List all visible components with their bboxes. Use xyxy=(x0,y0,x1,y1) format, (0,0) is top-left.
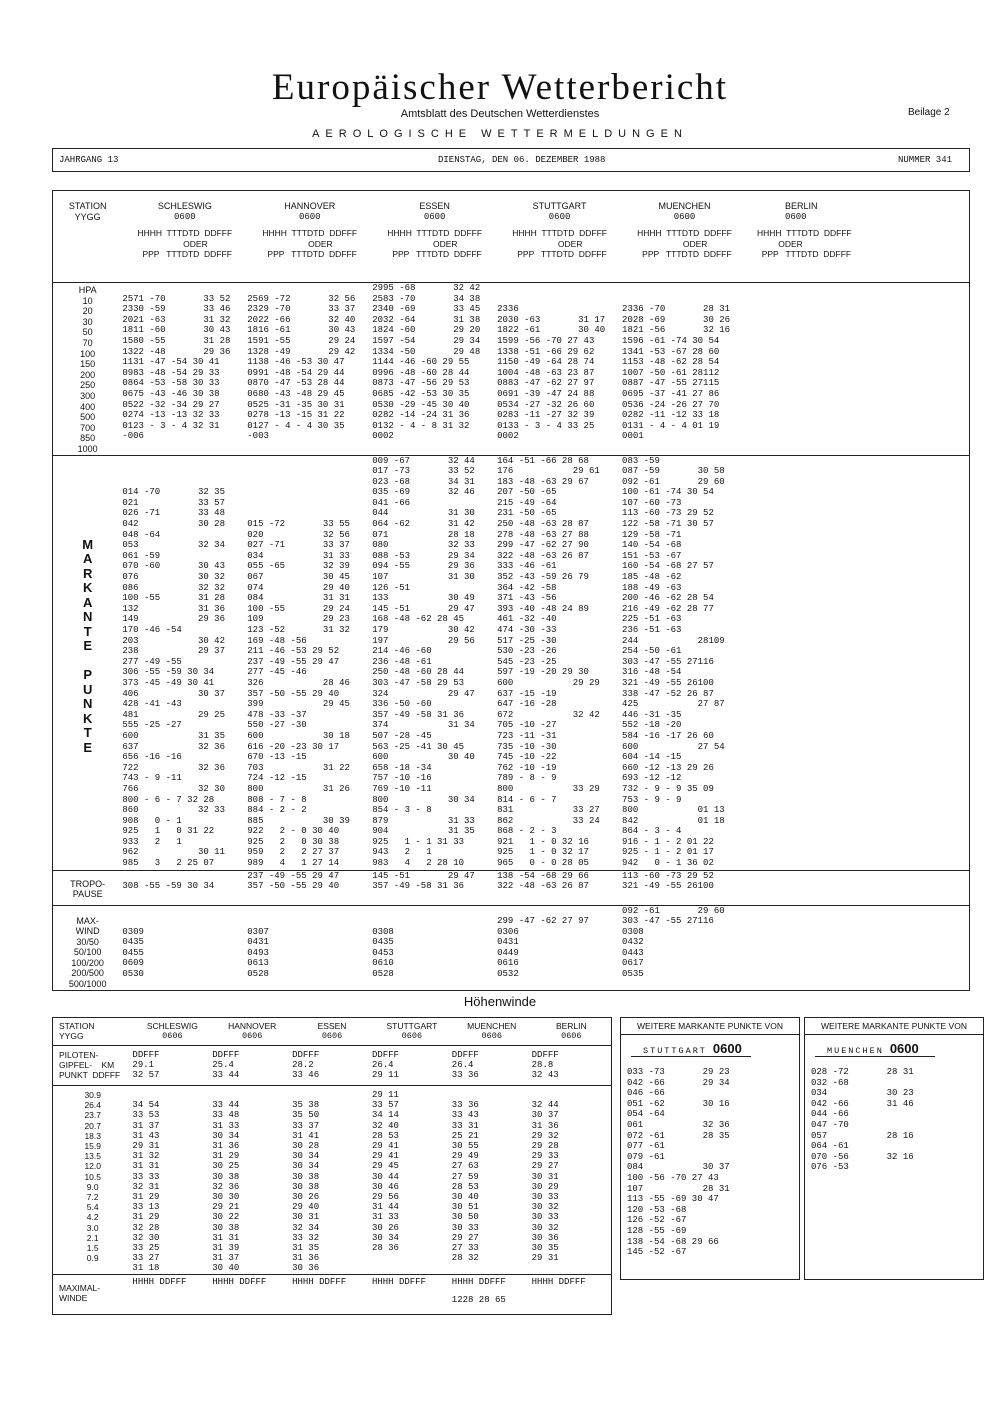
height-wind-data: 35 38 35 50 33 37 31 41 30 28 30 34 30 34 30 38 30 38 30 26 29 40 30 31 32 34 33 32 31 35 31 36 30 36 xyxy=(292,1086,372,1275)
further-points-data: 028 -72 28 31 032 -68 034 30 23 042 -66 31 46 044 -66 047 -70 057 28 16 064 -61 070 -56 32 16 076 -53 xyxy=(811,1067,914,1173)
significant-level-data: 083 -59 087 -59 30 58 092 -61 29 60 100 -61 -74 30 54 107 -60 -73 113 -60 -73 29 52 122 -58 -71 30 57 129 -58 -71 140 -54 -68 151 -53 -67 160 -54 -68 27 57 185 -48 -62 188 -49 -63 200 -46 -62 28 54 216 -49 -62 28 77 225 -51 -63 236 -51 -63 244 28109 254 -50 -61 303 -47 -55 27116 316 -48 -54 321 -49 -55 26100 338 -47 -52 26 87 425 27 87 446 -31 -35 552 -18 -20 584 -16 -17 26 60 600 27 54 604 -14 -15 660 -12 -13 29 26 693 -12 -12 732 - 9 - 9 35 09 753 - 9 - 9 800 01 13 842 01 18 864 - 3 - 4 916 - 1 - 2 01 22 925 - 1 - 2 01 17 942 0 - 1 36 02 xyxy=(622,455,747,870)
std-level-data: 2336 2030 -63 31 17 1822 -61 30 40 1599 -56 -70 27 43 1338 -51 -66 29 62 1150 -49 -64 28 74 1004 -48 -63 23 87 0883 -47 -62 27 97 0691 -39 -47 24 88 0534 -27 -32 26 60 0283 -11 -27 32 39 0133 - 3 - 4 33 25 0002 xyxy=(497,283,622,456)
wind-station-header: SCHLESWIG 0606 xyxy=(146,1021,198,1042)
volume: JAHRGANG 13 xyxy=(59,155,119,165)
std-level-data: 2571 -70 33 52 2330 -59 33 46 2021 -63 31 32 1811 -60 30 43 1580 -55 31 28 1322 -48 29 36 1131 -47 -54 30 41 0983 -48 -54 29 33 0864 -53 -58 30 33 0675 -43 -46 30 38 0522 -32 -34 29 27 0274 -13 -13 32 33 0123 - 3 - 4 32 31 -006 xyxy=(122,283,247,456)
maximal-wind-head: HHHH DDFFF xyxy=(532,1274,612,1314)
further-points-stuttgart xyxy=(620,1017,800,1280)
std-level-data xyxy=(747,283,970,456)
wind-station-header: MUENCHEN 0606 xyxy=(467,1021,517,1042)
pressure-levels: HPA 10 20 30 50 70 100 150 200 250 300 400 500 700 850 1000 xyxy=(53,283,123,456)
issue-date: DIENSTAG, DEN 06. DEZEMBER 1988 xyxy=(438,155,606,165)
markante-punkte-label: M A R K A N T E P U N K T E xyxy=(53,455,123,870)
further-points-muenchen xyxy=(804,1017,984,1280)
height-wind-data: 33 36 33 43 33 31 25 21 30 55 29 49 27 63 27 59 28 53 30 40 30 51 30 50 30 33 29 27 27 33 28 32 xyxy=(452,1086,532,1275)
significant-level-data: 009 -67 32 44 017 -73 33 52 023 -68 34 31 035 -69 32 46 041 -66 044 31 30 064 -62 31 42 071 28 18 080 32 33 088 -53 29 34 094 -55 29 36 107 31 30 126 -51 133 30 49 145 -51 29 47 168 -48 -62 28 45 179 30 42 197 29 56 214 -46 -60 236 -48 -61 250 -48 -60 28 44 303 -47 -58 29 53 324 29 47 336 -50 -60 357 -49 -58 31 36 374 31 34 507 -28 -45 563 -25 -41 30 45 600 30 40 658 -18 -34 757 -10 -16 769 -10 -11 800 30 34 854 - 3 - 8 879 31 33 904 31 35 925 1 - 1 31 33 943 2 1 983 4 2 28 10 xyxy=(372,455,497,870)
tropopause-data: 138 -54 -68 29 66 322 -48 -63 26 87 xyxy=(497,870,622,905)
max-wind-data: 0308 0435 0453 0610 0528 xyxy=(372,905,497,990)
maximal-wind-row xyxy=(53,1274,612,1314)
supplement-label: Beilage 2 xyxy=(908,107,950,118)
station-header: STUTTGART 0600 HHHH TTTDTD DDFFF ODER PPP TTTDTD DDFFF xyxy=(512,201,607,260)
height-wind-data: 33 44 33 48 31 33 30 34 31 36 31 29 30 25 30 38 32 36 30 30 29 21 30 22 30 38 31 31 31 39 31 37 30 40 xyxy=(212,1086,292,1275)
underline-arrow xyxy=(631,1056,751,1057)
summit-label: PILOTEN- GIPFEL- KM PUNKT DDFFF xyxy=(53,1046,133,1086)
upper-air-table xyxy=(52,190,970,991)
significant-levels-row xyxy=(53,455,970,870)
station-header: ESSEN 0600 HHHH TTTDTD DDFFF ODER PPP TTTDTD DDFFF xyxy=(387,201,483,260)
wind-station-header: BERLIN 0606 xyxy=(555,1021,587,1042)
further-points-title: WEITERE MARKANTE PUNKTE VON xyxy=(621,1018,799,1035)
wind-station-header-row xyxy=(53,1018,612,1046)
summit-row xyxy=(53,1046,612,1086)
tropopause-label: TROPO- PAUSE xyxy=(53,870,123,905)
wind-station-header: STUTTGART 0606 xyxy=(386,1021,438,1042)
hoehenwinde-heading: Höhenwinde xyxy=(463,994,537,1009)
significant-level-data xyxy=(747,455,970,870)
upper-wind-table xyxy=(52,1017,612,1315)
tropopause-data xyxy=(747,870,970,905)
station-header: BERLIN 0600 HHHH TTTDTD DDFFF ODER PPP TTTDTD DDFFF xyxy=(756,201,852,260)
page-title: Europäischer Wetterbericht xyxy=(271,67,729,108)
tropopause-data: 145 -51 29 47 357 -49 -58 31 36 xyxy=(372,870,497,905)
max-wind-data: 0309 0435 0455 0609 0530 xyxy=(122,905,247,990)
max-wind-data: 0307 0431 0493 0613 0528 xyxy=(247,905,372,990)
further-points-title: WEITERE MARKANTE PUNKTE VON xyxy=(805,1018,983,1035)
height-wind-data: 32 44 30 37 31 36 29 32 29 28 29 33 29 27 30 31 30 29 30 33 30 32 30 33 30 32 30 36 30 35 29 31 xyxy=(532,1086,612,1275)
height-wind-data: 29 11 33 57 34 14 32 40 28 53 29 41 29 41 29 45 30 44 30 46 29 56 31 44 31 33 30 26 30 34 28 36 xyxy=(372,1086,452,1275)
further-points-station: STUTTGART 0600 xyxy=(643,1041,742,1056)
maximal-wind-head: HHHH DDFFF xyxy=(372,1274,452,1314)
height-wind-row xyxy=(53,1086,612,1275)
height-wind-data: 34 54 33 53 31 37 31 43 29 31 31 32 31 31 33 33 32 31 31 29 33 13 31 29 32 28 32 30 33 25 33 27 31 18 xyxy=(132,1086,212,1275)
section-heading: AEROLOGISCHE WETTERMELDUNGEN xyxy=(312,128,688,140)
station-header: MUENCHEN 0600 HHHH TTTDTD DDFFF ODER PPP TTTDTD DDFFF xyxy=(637,201,732,260)
std-level-data: 2336 -70 28 31 2028 -69 30 26 1821 -56 32 16 1596 -61 -74 30 54 1341 -53 -67 28 60 1153 -48 -62 28 54 1007 -50 -61 28112 0887 -47 -55 27115 0695 -37 -41 27 86 0536 -24 -26 27 70 0282 -11 -12 33 18 0131 - 4 - 4 01 19 0001 xyxy=(622,283,747,456)
std-level-data: 2995 -68 32 42 2583 -70 34 38 2340 -69 33 45 2032 -64 31 38 1824 -60 29 20 1597 -54 29 34 1334 -50 29 48 1144 -46 -60 29 55 0996 -48 -60 28 44 0873 -47 -56 29 53 0685 -42 -53 30 35 0530 -29 -45 30 40 0282 -14 -24 31 36 0132 - 4 - 8 31 32 0002 xyxy=(372,283,497,456)
standard-levels-row xyxy=(53,283,970,456)
maximal-wind-head: HHHH DDFFF xyxy=(212,1274,292,1314)
underline-arrow xyxy=(815,1056,935,1057)
page-subtitle: Amtsblatt des Deutschen Wetterdienstes xyxy=(400,108,600,120)
maximal-wind-muenchen: HHHH DDFFF 1228 28 65 xyxy=(452,1274,532,1314)
tropopause-row xyxy=(53,870,970,905)
max-wind-row xyxy=(53,905,970,990)
summit-data: DDFFF 28.2 33 46 xyxy=(292,1046,372,1086)
summit-data: DDFFF 28.8 32 43 xyxy=(532,1046,612,1086)
further-points-station: MUENCHEN 0600 xyxy=(827,1041,919,1056)
further-points-data: 033 -73 29 23 042 -66 29 34 046 -66 051 -62 30 16 054 -64 061 32 36 072 -61 28 35 077 -61 079 -61 084 30 37 100 -56 -70 27 43 107 28 31 113 -55 -69 30 47 120 -53 -68 126 -52 -67 128 -55 -69 138 -54 -68 29 66 145 -52 -67 xyxy=(627,1067,730,1258)
max-wind-data: 092 -61 29 60 303 -47 -55 27116 0308 0432 0443 0617 0535 xyxy=(622,905,747,990)
issue-number: NUMMER 341 xyxy=(898,155,953,165)
summit-data: DDFFF 29.1 32 57 xyxy=(132,1046,212,1086)
station-header-row xyxy=(53,191,970,283)
max-wind-label: MAX- WIND 30/50 50/100 100/200 200/500 500/1000 xyxy=(53,905,123,990)
significant-level-data: 014 -70 32 35 021 33 57 026 -71 33 48 042 30 28 048 -64 053 32 34 061 -59 070 -60 30 43 076 30 32 086 32 32 100 -55 31 28 132 31 36 149 29 36 170 -46 -54 203 30 42 238 29 37 277 -49 -55 306 -55 -59 30 34 373 -45 -49 30 41 406 30 37 428 -41 -43 481 29 25 555 -25 -27 600 31 35 637 32 36 656 -16 -16 722 32 36 743 - 9 -11 766 32 30 800 - 6 - 7 32 28 860 32 33 908 0 - 1 925 1 0 31 22 933 2 1 962 30 11 985 3 2 25 07 xyxy=(122,455,247,870)
station-label: STATION YYGG xyxy=(68,201,107,222)
significant-level-data: 015 -72 33 55 020 32 56 027 -71 33 37 034 31 33 055 -65 32 39 067 30 45 074 29 40 084 31 31 100 -55 29 24 109 29 23 123 -52 31 32 169 -48 -56 211 -46 -53 29 52 237 -49 -55 29 47 277 -45 -46 326 28 46 357 -50 -55 29 40 399 29 45 478 -33 -37 550 -27 -30 600 30 18 616 -20 -23 30 17 670 -13 -15 703 31 22 724 -12 -15 800 31 26 808 - 7 - 8 884 - 2 - 2 885 30 39 922 2 - 0 30 40 925 2 0 30 38 959 2 2 27 37 989 4 1 27 14 xyxy=(247,455,372,870)
max-wind-data xyxy=(747,905,970,990)
tropopause-data: 237 -49 -55 29 47 357 -50 -55 29 40 xyxy=(247,870,372,905)
wind-station-header: ESSEN 0606 xyxy=(317,1021,347,1042)
tropopause-data: 113 -60 -73 29 52 321 -49 -55 26100 xyxy=(622,870,747,905)
max-wind-data: 299 -47 -62 27 97 0306 0431 0449 0616 0532 xyxy=(497,905,622,990)
significant-level-data: 164 -51 -66 28 68 176 29 61 183 -48 -63 29 67 207 -50 -65 215 -49 -64 231 -50 -65 250 -48 -63 28 87 278 -48 -63 27 88 299 -47 -62 27 90 322 -48 -63 26 87 333 -46 -61 352 -43 -59 26 79 364 -42 -58 371 -43 -56 393 -40 -48 24 89 461 -32 -40 474 -30 -33 517 -25 -30 530 -23 -26 545 -23 -25 597 -19 -20 29 30 600 29 29 637 -15 -19 647 -16 -28 672 32 42 705 -10 -27 723 -11 -31 735 -10 -30 745 -10 -22 762 -10 -19 789 - 8 - 9 800 33 29 814 - 6 - 7 831 33 27 862 33 24 868 - 2 - 3 921 1 - 0 32 16 925 1 - 0 32 17 965 0 - 0 28 05 xyxy=(497,455,622,870)
summit-data: DDFFF 25.4 33 44 xyxy=(212,1046,292,1086)
summit-data: DDFFF 26.4 29 11 xyxy=(372,1046,452,1086)
std-level-data: 2569 -72 32 56 2329 -70 33 37 2022 -66 32 40 1816 -61 30 43 1591 -55 29 24 1328 -49 29 42 1138 -46 -53 30 47 0991 -48 -54 29 44 0870 -47 -53 28 44 0680 -43 -48 29 45 0525 -31 -35 30 31 0278 -13 -15 31 22 0127 - 4 - 4 30 35 -003 xyxy=(247,283,372,456)
maximal-wind-head: HHHH DDFFF xyxy=(292,1274,372,1314)
maximal-wind-label: MAXIMAL- WINDE xyxy=(53,1274,133,1314)
tropopause-data: 308 -55 -59 30 34 xyxy=(122,870,247,905)
station-header: HANNOVER 0600 HHHH TTTDTD DDFFF ODER PPP TTTDTD DDFFF xyxy=(262,201,358,260)
summit-data: DDFFF 26.4 33 36 xyxy=(452,1046,532,1086)
station-header: SCHLESWIG 0600 HHHH TTTDTD DDFFF ODER PPP TTTDTD DDFFF xyxy=(137,201,233,260)
wind-station-header: HANNOVER 0606 xyxy=(228,1021,277,1042)
wind-station-label: STATION YYGG xyxy=(59,1021,95,1042)
maximal-wind-head: HHHH DDFFF xyxy=(132,1274,212,1314)
issue-bar xyxy=(52,148,970,172)
height-km-labels: 30.9 26.4 23.7 20.7 18.3 15.9 13.5 12.0 10.5 9.0 7.2 5.4 4.2 3.0 2.1 1.5 0.9 xyxy=(53,1086,133,1275)
